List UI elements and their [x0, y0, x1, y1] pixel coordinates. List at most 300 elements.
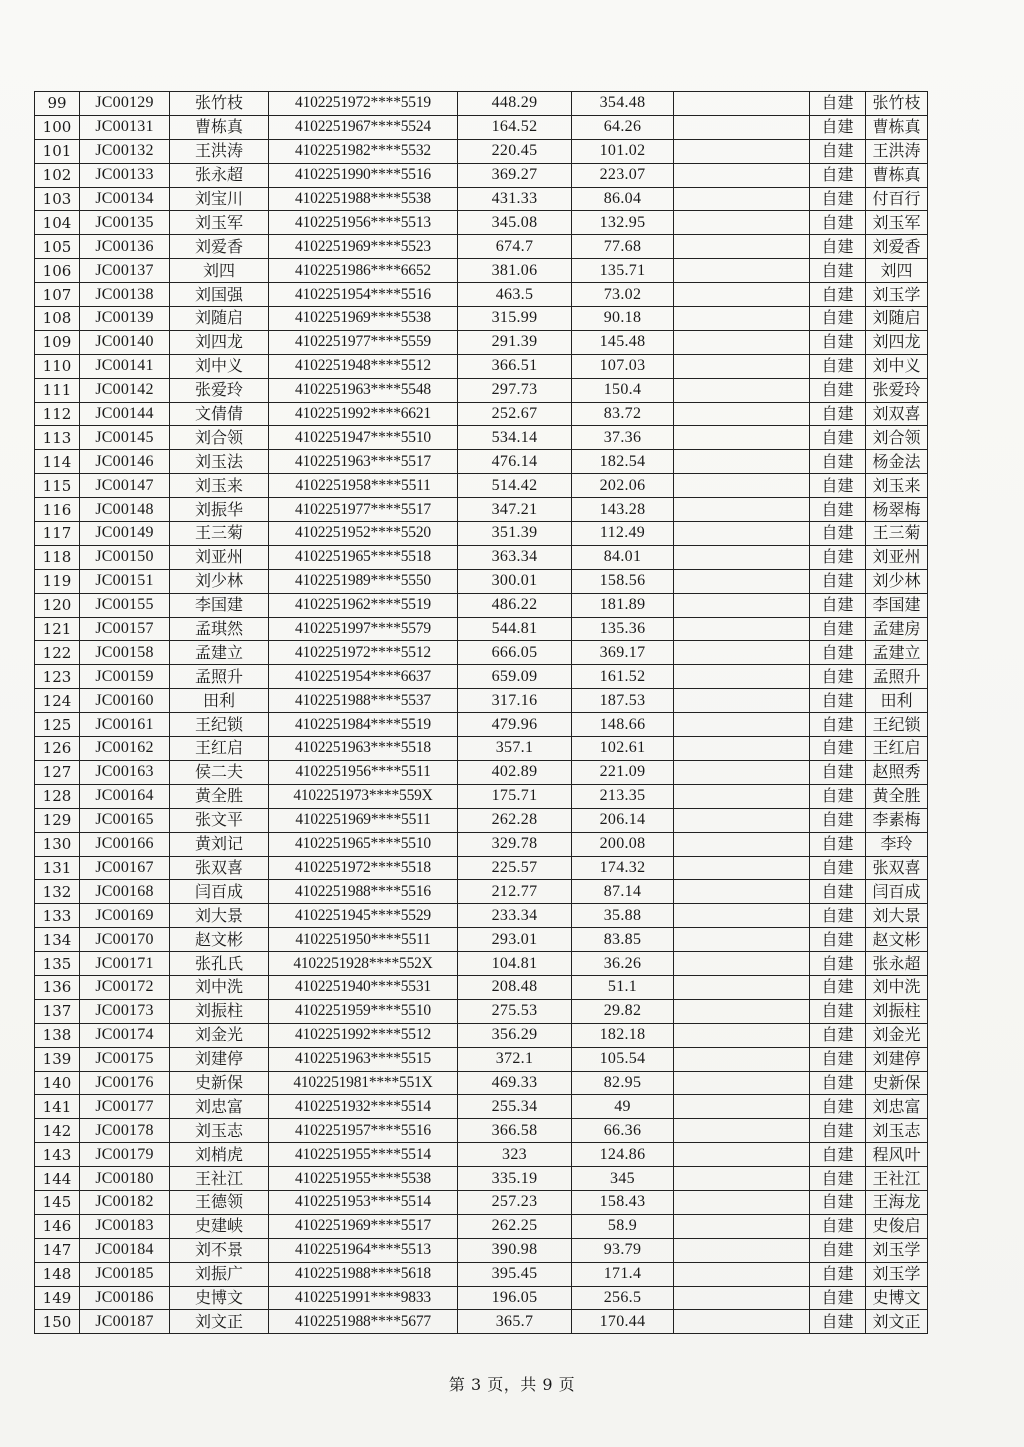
blank-cell	[674, 1143, 810, 1167]
id-number: 4102251972****5518	[269, 856, 458, 880]
row-index: 103	[35, 187, 80, 211]
area-house: 170.44	[572, 1310, 674, 1334]
area-total: 363.34	[458, 545, 572, 569]
owner-name: 刘四	[170, 259, 269, 283]
build-type: 自建	[810, 760, 866, 784]
current-owner: 黄全胜	[866, 784, 928, 808]
table-row	[35, 569, 928, 593]
area-total: 357.1	[458, 737, 572, 761]
area-house: 223.07	[572, 163, 674, 187]
table-row	[35, 975, 928, 999]
build-type: 自建	[810, 808, 866, 832]
area-house: 135.71	[572, 259, 674, 283]
table-row	[35, 1023, 928, 1047]
current-owner: 孟建房	[866, 617, 928, 641]
blank-cell	[674, 1095, 810, 1119]
table-row	[35, 1119, 928, 1143]
blank-cell	[674, 307, 810, 331]
blank-cell	[674, 283, 810, 307]
area-house: 202.06	[572, 474, 674, 498]
area-total: 479.96	[458, 713, 572, 737]
table-row	[35, 92, 928, 116]
area-total: 347.21	[458, 498, 572, 522]
current-owner: 刘玉学	[866, 283, 928, 307]
row-index: 146	[35, 1214, 80, 1238]
parcel-code: JC00180	[80, 1167, 170, 1191]
id-number: 4102251963****5517	[269, 450, 458, 474]
parcel-code: JC00168	[80, 880, 170, 904]
table-row	[35, 522, 928, 546]
id-number: 4102251958****5511	[269, 474, 458, 498]
id-number: 4102251945****5529	[269, 904, 458, 928]
parcel-code: JC00142	[80, 378, 170, 402]
table-row	[35, 1214, 928, 1238]
table-row	[35, 187, 928, 211]
area-total: 291.39	[458, 330, 572, 354]
blank-cell	[674, 1310, 810, 1334]
parcel-code: JC00135	[80, 211, 170, 235]
owner-name: 张爱玲	[170, 378, 269, 402]
owner-name: 田利	[170, 689, 269, 713]
blank-cell	[674, 952, 810, 976]
area-house: 174.32	[572, 856, 674, 880]
build-type: 自建	[810, 354, 866, 378]
current-owner: 王海龙	[866, 1190, 928, 1214]
build-type: 自建	[810, 211, 866, 235]
row-index: 114	[35, 450, 80, 474]
table-row	[35, 545, 928, 569]
current-owner: 史博文	[866, 1286, 928, 1310]
area-total: 262.25	[458, 1214, 572, 1238]
area-house: 36.26	[572, 952, 674, 976]
parcel-code: JC00159	[80, 665, 170, 689]
table-row	[35, 235, 928, 259]
table-row	[35, 832, 928, 856]
blank-cell	[674, 641, 810, 665]
current-owner: 刘爱香	[866, 235, 928, 259]
area-house: 200.08	[572, 832, 674, 856]
row-index: 100	[35, 115, 80, 139]
area-house: 187.53	[572, 689, 674, 713]
area-total: 257.23	[458, 1190, 572, 1214]
current-owner: 程风叶	[866, 1143, 928, 1167]
area-total: 469.33	[458, 1071, 572, 1095]
area-house: 90.18	[572, 307, 674, 331]
id-number: 4102251953****5514	[269, 1190, 458, 1214]
row-index: 128	[35, 784, 80, 808]
blank-cell	[674, 211, 810, 235]
build-type: 自建	[810, 1238, 866, 1262]
owner-name: 刘中义	[170, 354, 269, 378]
parcel-code: JC00172	[80, 975, 170, 999]
owner-name: 刘金光	[170, 1023, 269, 1047]
build-type: 自建	[810, 641, 866, 665]
table-row	[35, 1310, 928, 1334]
owner-name: 刘随启	[170, 307, 269, 331]
owner-name: 王社江	[170, 1167, 269, 1191]
id-number: 4102251986****6652	[269, 259, 458, 283]
owner-name: 张文平	[170, 808, 269, 832]
current-owner: 刘合领	[866, 426, 928, 450]
area-total: 196.05	[458, 1286, 572, 1310]
area-house: 49	[572, 1095, 674, 1119]
parcel-code: JC00141	[80, 354, 170, 378]
table-row	[35, 689, 928, 713]
current-owner: 王纪锁	[866, 713, 928, 737]
id-number: 4102251988****5537	[269, 689, 458, 713]
area-total: 275.53	[458, 999, 572, 1023]
blank-cell	[674, 1071, 810, 1095]
current-owner: 赵照秀	[866, 760, 928, 784]
blank-cell	[674, 1047, 810, 1071]
blank-cell	[674, 880, 810, 904]
area-total: 297.73	[458, 378, 572, 402]
table-row	[35, 1071, 928, 1095]
parcel-code: JC00147	[80, 474, 170, 498]
blank-cell	[674, 784, 810, 808]
parcel-code: JC00131	[80, 115, 170, 139]
row-index: 116	[35, 498, 80, 522]
row-index: 117	[35, 522, 80, 546]
area-house: 256.5	[572, 1286, 674, 1310]
owner-name: 黄全胜	[170, 784, 269, 808]
current-owner: 张永超	[866, 952, 928, 976]
table-row	[35, 474, 928, 498]
owner-name: 史博文	[170, 1286, 269, 1310]
current-owner: 刘金光	[866, 1023, 928, 1047]
area-house: 86.04	[572, 187, 674, 211]
blank-cell	[674, 1119, 810, 1143]
parcel-code: JC00158	[80, 641, 170, 665]
row-index: 122	[35, 641, 80, 665]
current-owner: 刘随启	[866, 307, 928, 331]
area-house: 161.52	[572, 665, 674, 689]
row-index: 115	[35, 474, 80, 498]
area-total: 674.7	[458, 235, 572, 259]
build-type: 自建	[810, 1286, 866, 1310]
current-owner: 孟照升	[866, 665, 928, 689]
current-owner: 张竹枝	[866, 92, 928, 116]
row-index: 105	[35, 235, 80, 259]
build-type: 自建	[810, 952, 866, 976]
current-owner: 史新保	[866, 1071, 928, 1095]
id-number: 4102251948****5512	[269, 354, 458, 378]
area-total: 323	[458, 1143, 572, 1167]
owner-name: 刘少林	[170, 569, 269, 593]
id-number: 4102251988****5618	[269, 1262, 458, 1286]
blank-cell	[674, 330, 810, 354]
current-owner: 刘双喜	[866, 402, 928, 426]
id-number: 4102251977****5517	[269, 498, 458, 522]
current-owner: 曹栋真	[866, 115, 928, 139]
blank-cell	[674, 522, 810, 546]
table-body	[35, 92, 928, 1334]
parcel-code: JC00166	[80, 832, 170, 856]
row-index: 123	[35, 665, 80, 689]
area-total: 315.99	[458, 307, 572, 331]
blank-cell	[674, 259, 810, 283]
id-number: 4102251932****5514	[269, 1095, 458, 1119]
blank-cell	[674, 1286, 810, 1310]
table-row	[35, 928, 928, 952]
parcel-code: JC00174	[80, 1023, 170, 1047]
current-owner: 孟建立	[866, 641, 928, 665]
row-index: 129	[35, 808, 80, 832]
parcel-code: JC00187	[80, 1310, 170, 1334]
current-owner: 赵文彬	[866, 928, 928, 952]
parcel-code: JC00182	[80, 1190, 170, 1214]
build-type: 自建	[810, 115, 866, 139]
blank-cell	[674, 354, 810, 378]
owner-name: 刘玉军	[170, 211, 269, 235]
build-type: 自建	[810, 474, 866, 498]
area-house: 148.66	[572, 713, 674, 737]
area-total: 365.7	[458, 1310, 572, 1334]
area-house: 101.02	[572, 139, 674, 163]
build-type: 自建	[810, 1119, 866, 1143]
id-number: 4102251977****5559	[269, 330, 458, 354]
id-number: 4102251967****5524	[269, 115, 458, 139]
owner-name: 史新保	[170, 1071, 269, 1095]
owner-name: 张永超	[170, 163, 269, 187]
row-index: 135	[35, 952, 80, 976]
owner-name: 闫百成	[170, 880, 269, 904]
table-row	[35, 808, 928, 832]
build-type: 自建	[810, 426, 866, 450]
row-index: 111	[35, 378, 80, 402]
parcel-code: JC00137	[80, 259, 170, 283]
row-index: 144	[35, 1167, 80, 1191]
current-owner: 王洪涛	[866, 139, 928, 163]
owner-name: 王三菊	[170, 522, 269, 546]
parcel-code: JC00184	[80, 1238, 170, 1262]
id-number: 4102251963****5548	[269, 378, 458, 402]
parcel-code: JC00186	[80, 1286, 170, 1310]
row-index: 141	[35, 1095, 80, 1119]
area-total: 463.5	[458, 283, 572, 307]
parcel-code: JC00161	[80, 713, 170, 737]
parcel-code: JC00139	[80, 307, 170, 331]
id-number: 4102251990****5516	[269, 163, 458, 187]
row-index: 126	[35, 737, 80, 761]
id-number: 4102251988****5516	[269, 880, 458, 904]
owner-name: 刘四龙	[170, 330, 269, 354]
build-type: 自建	[810, 737, 866, 761]
area-total: 212.77	[458, 880, 572, 904]
build-type: 自建	[810, 545, 866, 569]
owner-name: 刘爱香	[170, 235, 269, 259]
area-house: 132.95	[572, 211, 674, 235]
current-owner: 刘中义	[866, 354, 928, 378]
area-house: 66.36	[572, 1119, 674, 1143]
current-owner: 李国建	[866, 593, 928, 617]
area-total: 356.29	[458, 1023, 572, 1047]
id-number: 4102251981****551X	[269, 1071, 458, 1095]
current-owner: 刘少林	[866, 569, 928, 593]
owner-name: 刘中洗	[170, 975, 269, 999]
area-total: 252.67	[458, 402, 572, 426]
row-index: 137	[35, 999, 80, 1023]
row-index: 130	[35, 832, 80, 856]
build-type: 自建	[810, 259, 866, 283]
owner-name: 刘玉来	[170, 474, 269, 498]
current-owner: 刘玉学	[866, 1238, 928, 1262]
parcel-code: JC00149	[80, 522, 170, 546]
id-number: 4102251965****5518	[269, 545, 458, 569]
parcel-code: JC00171	[80, 952, 170, 976]
parcel-code: JC00144	[80, 402, 170, 426]
build-type: 自建	[810, 1310, 866, 1334]
area-house: 181.89	[572, 593, 674, 617]
area-house: 345	[572, 1167, 674, 1191]
id-number: 4102251954****5516	[269, 283, 458, 307]
owner-name: 刘忠富	[170, 1095, 269, 1119]
row-index: 109	[35, 330, 80, 354]
parcel-code: JC00138	[80, 283, 170, 307]
row-index: 120	[35, 593, 80, 617]
table-row	[35, 1047, 928, 1071]
row-index: 140	[35, 1071, 80, 1095]
row-index: 125	[35, 713, 80, 737]
area-house: 112.49	[572, 522, 674, 546]
current-owner: 张双喜	[866, 856, 928, 880]
area-house: 83.85	[572, 928, 674, 952]
area-total: 300.01	[458, 569, 572, 593]
owner-name: 刘文正	[170, 1310, 269, 1334]
area-house: 51.1	[572, 975, 674, 999]
blank-cell	[674, 450, 810, 474]
parcel-code: JC00148	[80, 498, 170, 522]
build-type: 自建	[810, 593, 866, 617]
area-house: 37.36	[572, 426, 674, 450]
area-total: 666.05	[458, 641, 572, 665]
id-number: 4102251989****5550	[269, 569, 458, 593]
area-total: 476.14	[458, 450, 572, 474]
parcel-code: JC00178	[80, 1119, 170, 1143]
area-house: 182.18	[572, 1023, 674, 1047]
id-number: 4102251991****9833	[269, 1286, 458, 1310]
owner-name: 王洪涛	[170, 139, 269, 163]
owner-name: 张孔氏	[170, 952, 269, 976]
parcel-code: JC00170	[80, 928, 170, 952]
build-type: 自建	[810, 689, 866, 713]
owner-name: 张双喜	[170, 856, 269, 880]
owner-name: 王红启	[170, 737, 269, 761]
parcel-code: JC00132	[80, 139, 170, 163]
id-number: 4102251952****5520	[269, 522, 458, 546]
parcel-code: JC00157	[80, 617, 170, 641]
id-number: 4102251969****5511	[269, 808, 458, 832]
build-type: 自建	[810, 832, 866, 856]
current-owner: 杨金法	[866, 450, 928, 474]
owner-name: 刘大景	[170, 904, 269, 928]
current-owner: 刘文正	[866, 1310, 928, 1334]
area-house: 145.48	[572, 330, 674, 354]
blank-cell	[674, 187, 810, 211]
table-row	[35, 784, 928, 808]
page-number: 第 3 页，共 9 页	[448, 1375, 576, 1394]
row-index: 139	[35, 1047, 80, 1071]
id-number: 4102251940****5531	[269, 975, 458, 999]
row-index: 134	[35, 928, 80, 952]
table-row	[35, 952, 928, 976]
current-owner: 王三菊	[866, 522, 928, 546]
area-house: 158.56	[572, 569, 674, 593]
row-index: 101	[35, 139, 80, 163]
build-type: 自建	[810, 163, 866, 187]
table-row	[35, 378, 928, 402]
owner-name: 孟建立	[170, 641, 269, 665]
area-house: 221.09	[572, 760, 674, 784]
row-index: 99	[35, 92, 80, 116]
build-type: 自建	[810, 450, 866, 474]
build-type: 自建	[810, 928, 866, 952]
id-number: 4102251984****5519	[269, 713, 458, 737]
build-type: 自建	[810, 856, 866, 880]
build-type: 自建	[810, 975, 866, 999]
row-index: 107	[35, 283, 80, 307]
id-number: 4102251950****5511	[269, 928, 458, 952]
blank-cell	[674, 1262, 810, 1286]
row-index: 106	[35, 259, 80, 283]
area-total: 329.78	[458, 832, 572, 856]
table-row	[35, 163, 928, 187]
area-house: 143.28	[572, 498, 674, 522]
parcel-code: JC00150	[80, 545, 170, 569]
blank-cell	[674, 975, 810, 999]
build-type: 自建	[810, 1214, 866, 1238]
area-house: 124.86	[572, 1143, 674, 1167]
current-owner: 刘建停	[866, 1047, 928, 1071]
row-index: 102	[35, 163, 80, 187]
area-total: 104.81	[458, 952, 572, 976]
area-total: 659.09	[458, 665, 572, 689]
owner-name: 王纪锁	[170, 713, 269, 737]
row-index: 119	[35, 569, 80, 593]
area-house: 93.79	[572, 1238, 674, 1262]
id-number: 4102251956****5511	[269, 760, 458, 784]
table-row	[35, 1167, 928, 1191]
current-owner: 史俊启	[866, 1214, 928, 1238]
area-total: 220.45	[458, 139, 572, 163]
blank-cell	[674, 689, 810, 713]
build-type: 自建	[810, 904, 866, 928]
area-total: 345.08	[458, 211, 572, 235]
blank-cell	[674, 545, 810, 569]
row-index: 112	[35, 402, 80, 426]
area-house: 206.14	[572, 808, 674, 832]
area-total: 448.29	[458, 92, 572, 116]
area-total: 402.89	[458, 760, 572, 784]
blank-cell	[674, 617, 810, 641]
owner-name: 刘合领	[170, 426, 269, 450]
owner-name: 孟照升	[170, 665, 269, 689]
parcel-code: JC00151	[80, 569, 170, 593]
owner-name: 刘振广	[170, 1262, 269, 1286]
area-total: 335.19	[458, 1167, 572, 1191]
row-index: 108	[35, 307, 80, 331]
id-number: 4102251988****5538	[269, 187, 458, 211]
table-row	[35, 426, 928, 450]
table-row	[35, 713, 928, 737]
row-index: 143	[35, 1143, 80, 1167]
table-row	[35, 1262, 928, 1286]
build-type: 自建	[810, 498, 866, 522]
row-index: 147	[35, 1238, 80, 1262]
table-row	[35, 402, 928, 426]
id-number: 4102251992****5512	[269, 1023, 458, 1047]
current-owner: 刘大景	[866, 904, 928, 928]
